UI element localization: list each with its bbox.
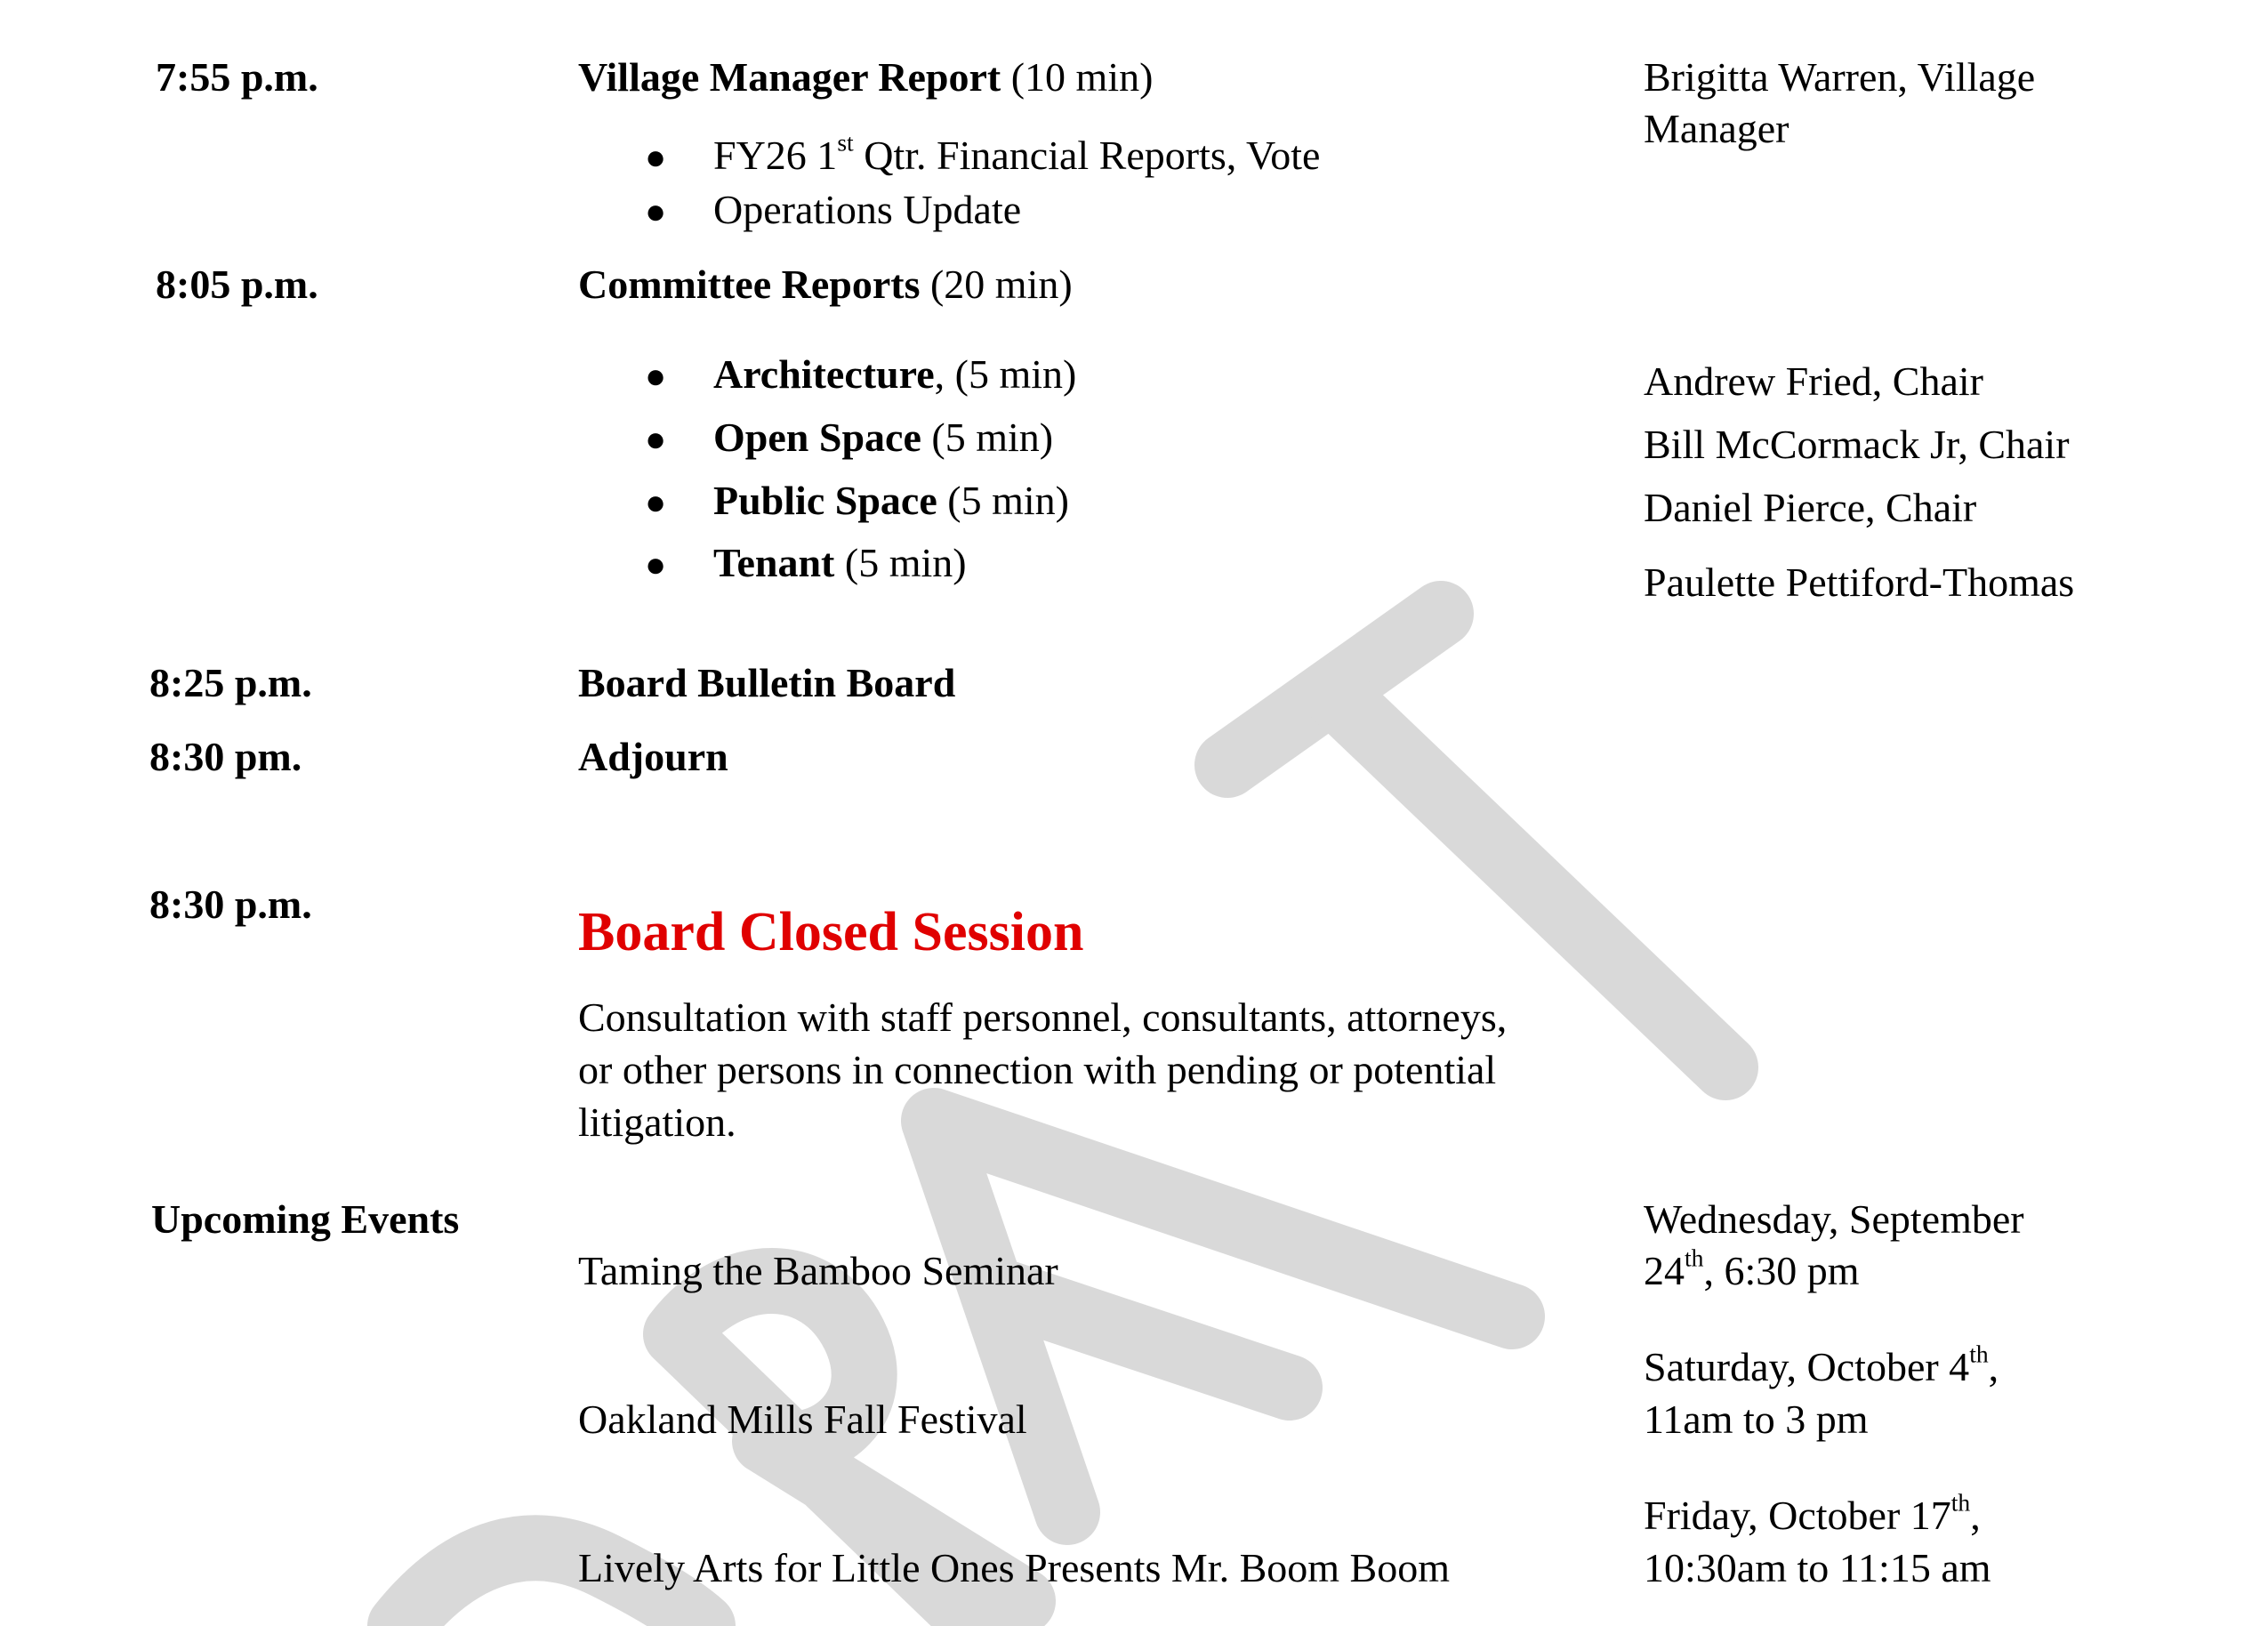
bullet-icon: ● [645,544,667,584]
watermark-letter-a [934,1121,1512,1512]
committee-chair: Daniel Pierce, Chair [1644,485,1977,530]
closed-session-description-line: Consultation with staff personnel, consultants, attorneys, [578,994,1508,1040]
bulletin-time: 8:25 p.m. [149,660,312,705]
manager-report-heading [578,52,1153,103]
event-date-text: , 6:30 pm [1703,1248,1860,1293]
event-name: Taming the Bamboo Seminar [578,1248,1058,1293]
closed-session-time: 8:30 p.m. [149,881,312,927]
event-date-line: 11am to 3 pm [1644,1397,1869,1442]
bullet-icon: ● [645,137,667,177]
closed-session-description-line: or other persons in connection with pending or potential [578,1047,1497,1092]
committee-reports-heading [578,259,1073,310]
committee-chair: Paulette Pettiford-Thomas [1644,559,2075,605]
bulletin-title: Board Bulletin Board [578,660,956,705]
manager-report-item: Operations Update [713,187,1022,232]
manager-report-time: 7:55 p.m. [156,54,318,100]
event-date-text: , [1988,1344,1999,1389]
event-name: Oakland Mills Fall Festival [578,1397,1027,1442]
committee-duration: (5 min) [937,478,1069,523]
committee-item [713,537,967,589]
event-date-superscript: th [1950,1488,1971,1517]
bullet-icon: ● [645,482,667,522]
event-date-text: Friday, October 17 [1644,1493,1951,1538]
committee-name: Architecture [713,351,935,397]
event-date-line: 10:30am to 11:15 am [1644,1545,1991,1590]
event-date-superscript: th [1969,1340,1989,1368]
bullet-icon: ● [645,356,667,396]
closed-session-title: Board Closed Session [578,902,1084,962]
adjourn-time: 8:30 pm. [149,734,302,779]
committee-item [713,349,1076,400]
manager-report-title: Village Manager Report [578,54,1001,100]
bullet-icon: ● [645,419,667,459]
item-superscript: st [837,128,854,157]
committee-duration: , (5 min) [934,351,1077,397]
watermark-letter-t [1227,614,1441,765]
committee-chair: Andrew Fried, Chair [1644,358,1983,404]
committee-reports-title: Committee Reports [578,262,921,307]
event-date-text: Saturday, October 4 [1644,1344,1970,1389]
manager-report-presenter-line1: Brigitta Warren, Village [1644,54,2036,100]
item-text: FY26 1 [713,133,838,178]
event-date-text: 24 [1644,1248,1685,1293]
item-text: Qtr. Financial Reports, Vote [853,133,1321,178]
event-date-superscript: th [1685,1244,1704,1272]
event-date-line [1644,1341,1999,1393]
committee-name: Tenant [713,540,835,585]
event-date-text: , [1970,1493,1981,1538]
committee-reports-duration: (20 min) [929,262,1073,307]
committee-name: Open Space [713,415,921,460]
bullet-icon: ● [645,191,667,231]
event-name: Lively Arts for Little Ones Presents Mr. Boom Boom [578,1545,1450,1590]
event-date-line: Wednesday, September [1644,1196,2024,1242]
closed-session-description-line: litigation. [578,1099,736,1145]
upcoming-events-heading: Upcoming Events [151,1196,460,1242]
committee-duration: (5 min) [834,540,967,585]
committee-name: Public Space [713,478,937,523]
event-date-line [1644,1490,1981,1541]
manager-report-presenter-line2: Manager [1644,106,1789,151]
committee-chair: Bill McCormack Jr, Chair [1644,422,2070,467]
committee-item [713,412,1053,463]
manager-report-item [713,130,1320,181]
manager-report-duration: (10 min) [1010,54,1154,100]
event-date-line [1644,1245,1860,1297]
committee-reports-time: 8:05 p.m. [156,262,318,307]
committee-item [713,475,1069,527]
adjourn-title: Adjourn [578,734,728,779]
committee-duration: (5 min) [921,415,1054,460]
